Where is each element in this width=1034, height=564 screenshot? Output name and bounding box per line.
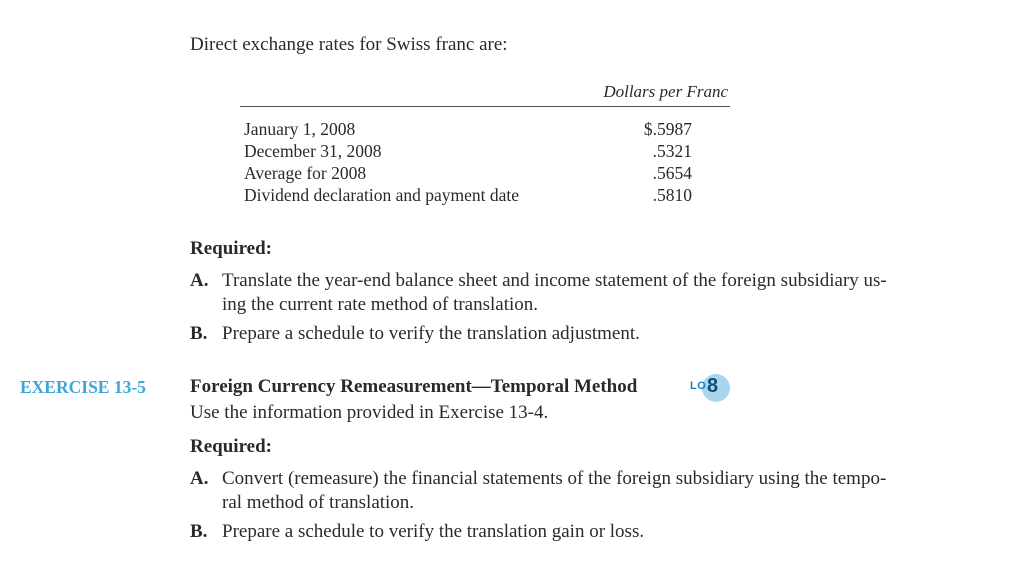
item-letter: B. [190, 323, 208, 344]
required-heading: Required: [190, 238, 272, 259]
exercise-title: Foreign Currency Remeasurement—Temporal Method [190, 376, 638, 397]
requirement-item-b [190, 520, 1010, 544]
item-text-line2: ing the current rate method of translation. [222, 294, 539, 315]
row-value: .5654 [652, 163, 692, 183]
column-header: Dollars per Franc [603, 82, 728, 101]
lo-number: 8 [707, 375, 719, 397]
lo-text: LO [690, 380, 707, 392]
item-text-line1: Translate the year-end balance sheet and income statement of the foreign subsidiary us- [222, 270, 887, 291]
requirement-item-b [190, 322, 1010, 346]
requirement-item-a [190, 269, 1010, 317]
row-value: $.5987 [643, 119, 692, 139]
item-text-line1: Prepare a schedule to verify the translation gain or loss. [222, 521, 645, 542]
header-rule [240, 106, 730, 107]
item-text-line2: ral method of translation. [222, 492, 415, 513]
row-label: January 1, 2008 [244, 119, 356, 139]
row-label: December 31, 2008 [244, 141, 382, 161]
row-value: .5321 [652, 141, 692, 161]
exercise-label: EXERCISE 13-5 [20, 377, 146, 397]
exercise-subtitle: Use the information provided in Exercise 13-4. [190, 402, 549, 423]
item-letter: A. [190, 468, 209, 489]
row-value: .5810 [652, 185, 692, 205]
row-label: Dividend declaration and payment date [244, 185, 520, 205]
intro-text: Direct exchange rates for Swiss franc are: [190, 34, 508, 55]
item-letter: B. [190, 521, 208, 542]
item-letter: A. [190, 270, 209, 291]
item-text-line1: Prepare a schedule to verify the translation adjustment. [222, 323, 640, 344]
item-text-line1: Convert (remeasure) the financial statements of the foreign subsidiary using the tempo- [222, 468, 887, 489]
requirement-item-a [190, 467, 1020, 515]
required-heading: Required: [190, 436, 272, 457]
row-label: Average for 2008 [244, 163, 367, 183]
